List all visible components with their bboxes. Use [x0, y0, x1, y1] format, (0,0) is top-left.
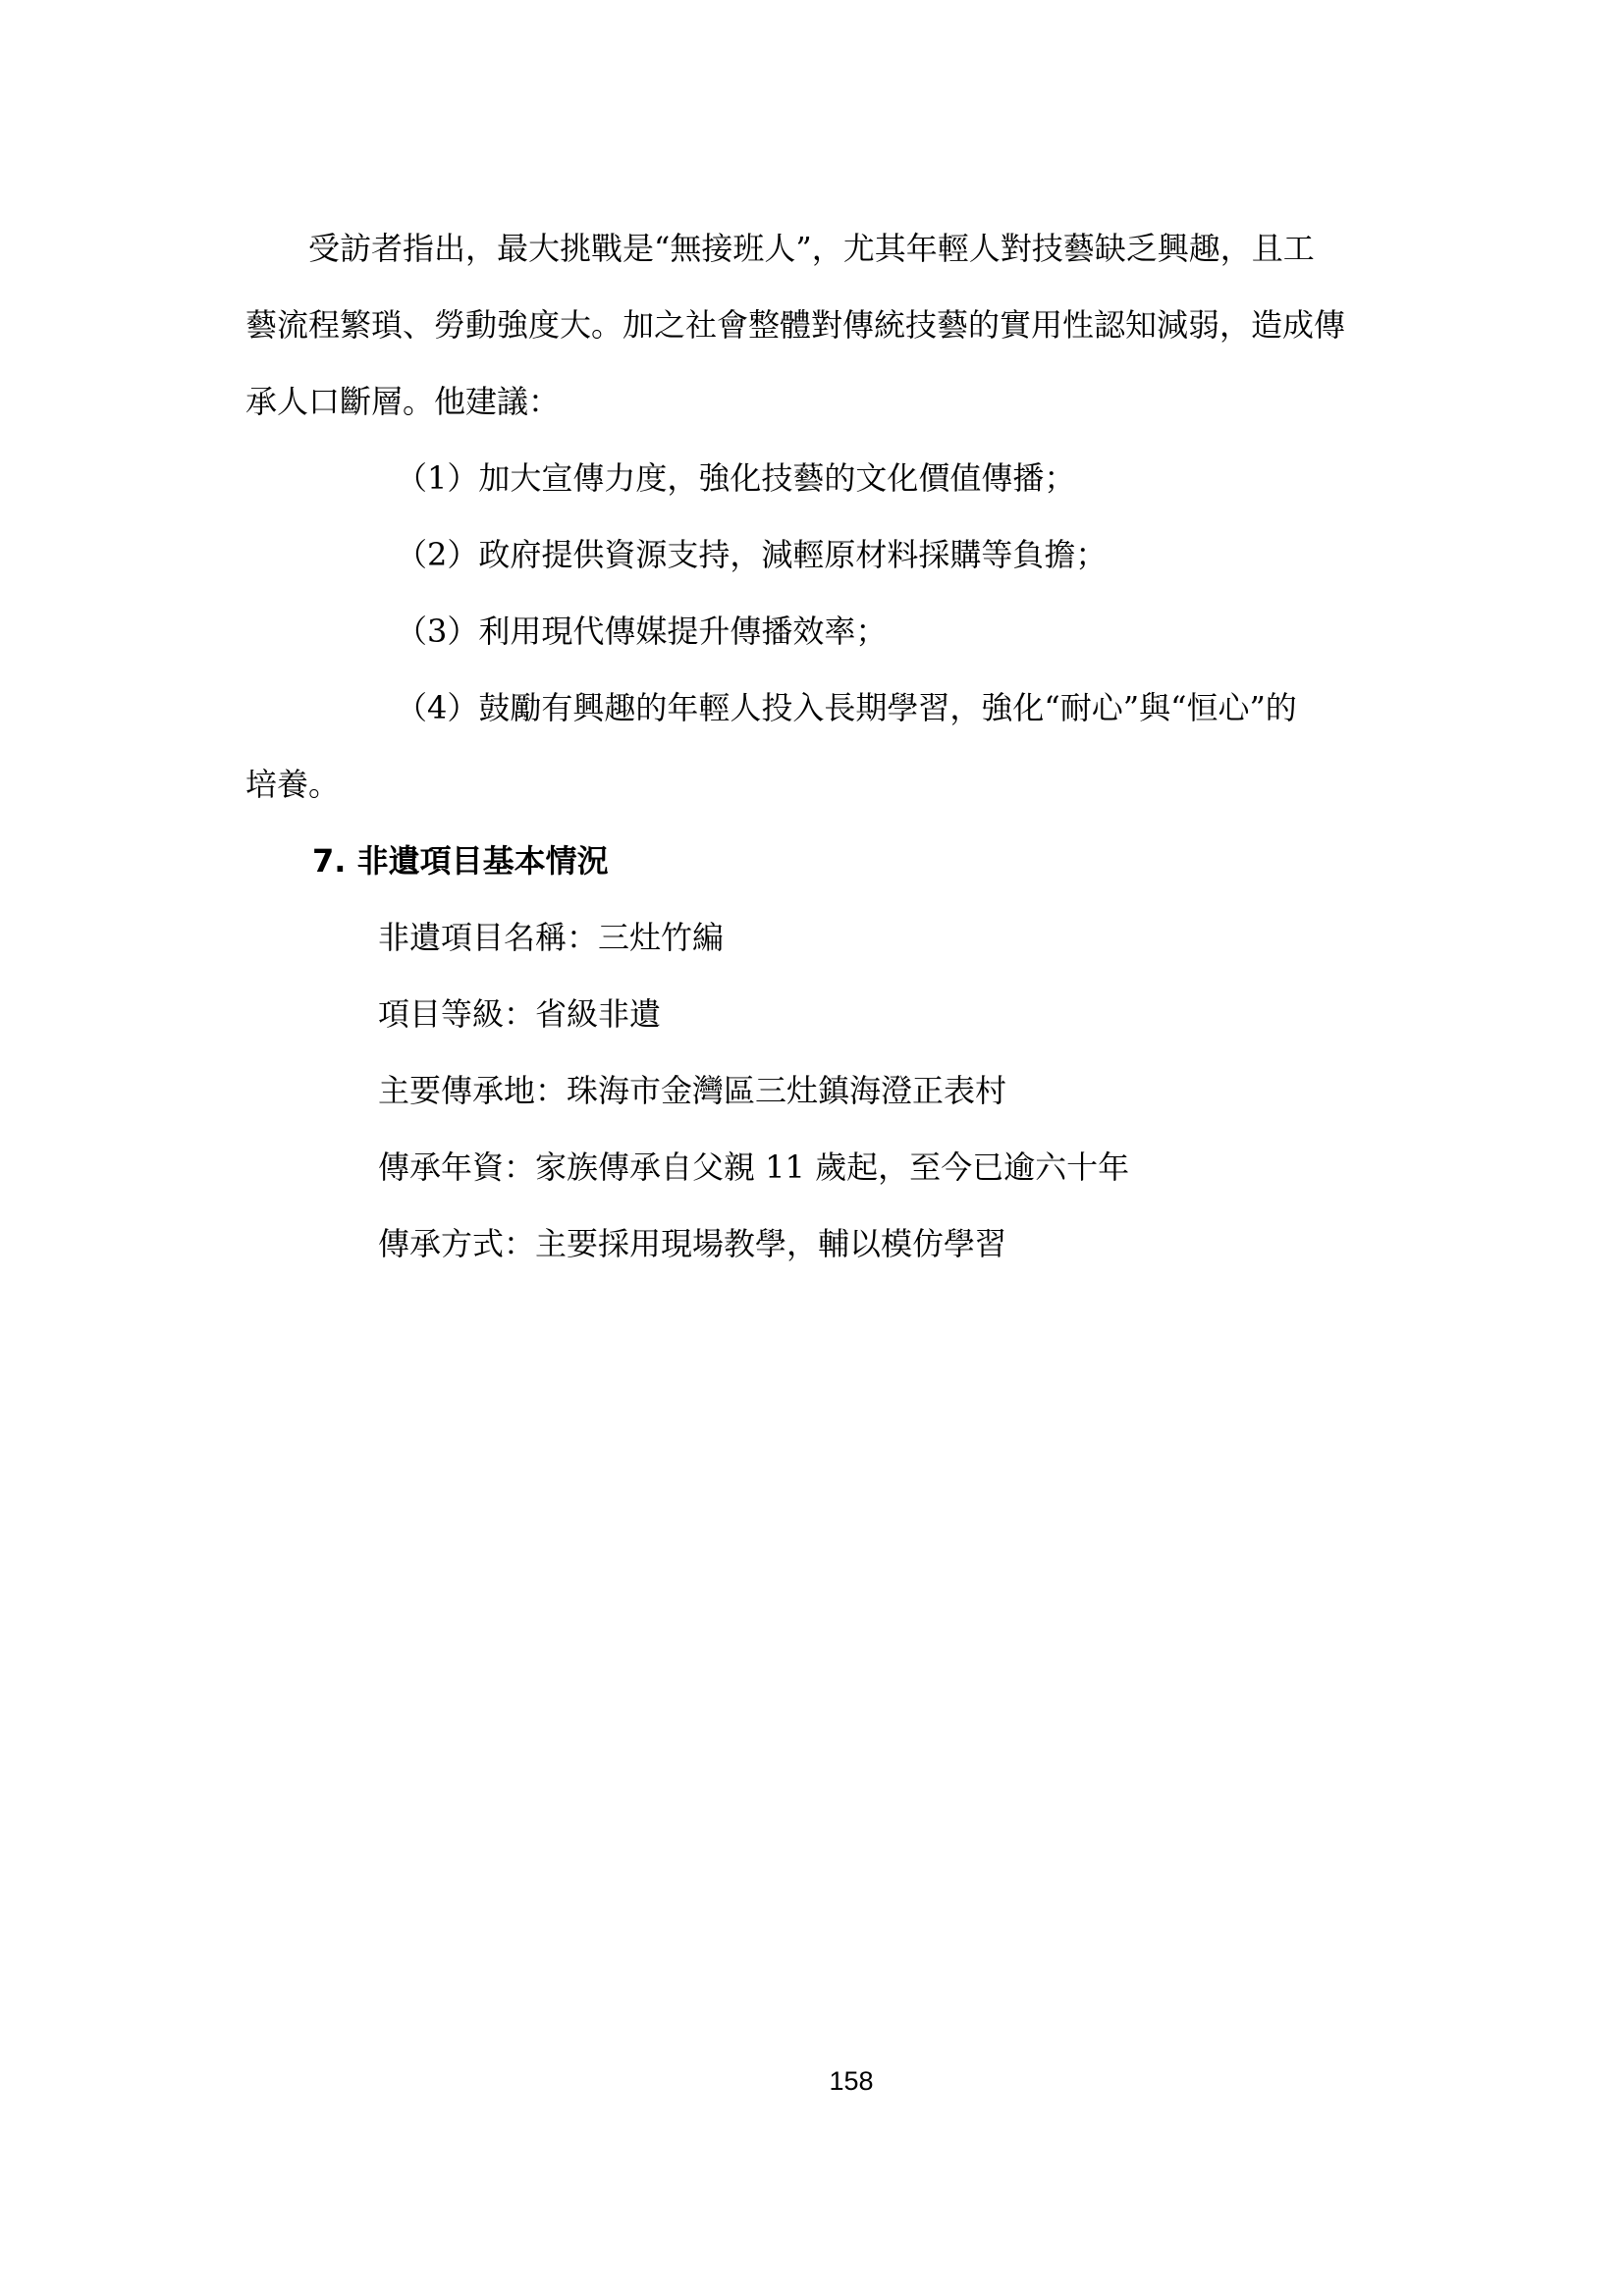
info-item-years: 傳承年資：家族傳承自父親 11 歲起，至今已逾六十年: [378, 1148, 1130, 1186]
suggestion-item-4: （4）鼓勵有興趣的年輕人投入長期學習，強化“耐心”與“恒心”的: [396, 689, 1297, 726]
suggestion-item-4-continuation: 培養。: [245, 766, 341, 803]
info-item-location: 主要傳承地：珠海市金灣區三灶鎮海澄正表村: [378, 1072, 1007, 1109]
info-item-level: 項目等級：省級非遺: [378, 995, 662, 1033]
body-paragraph: [245, 210, 1384, 440]
paragraph-line: 藝流程繁瑣、勞動強度大。加之社會整體對傳統技藝的實用性認知減弱，造成傳: [245, 306, 1346, 344]
paragraph-line: 承人口斷層。他建議：: [245, 383, 561, 420]
section-heading: 7. 非遺項目基本情況: [312, 842, 609, 880]
suggestion-item-3: （3）利用現代傳媒提升傳播效率；: [396, 613, 888, 650]
suggestion-item-2: （2）政府提供資源支持，減輕原材料採購等負擔；: [396, 536, 1108, 573]
suggestion-item-1: （1）加大宣傳力度，強化技藝的文化價值傳播；: [396, 459, 1076, 497]
info-item-name: 非遺項目名稱：三灶竹編: [378, 919, 725, 956]
paragraph-line: 受訪者指出，最大挑戰是“無接班人”，尤其年輕人對技藝缺乏興趣，且工: [308, 230, 1315, 267]
info-item-method: 傳承方式：主要採用現場教學，輔以模仿學習: [378, 1225, 1007, 1262]
page-number: 158: [829, 2066, 874, 2096]
